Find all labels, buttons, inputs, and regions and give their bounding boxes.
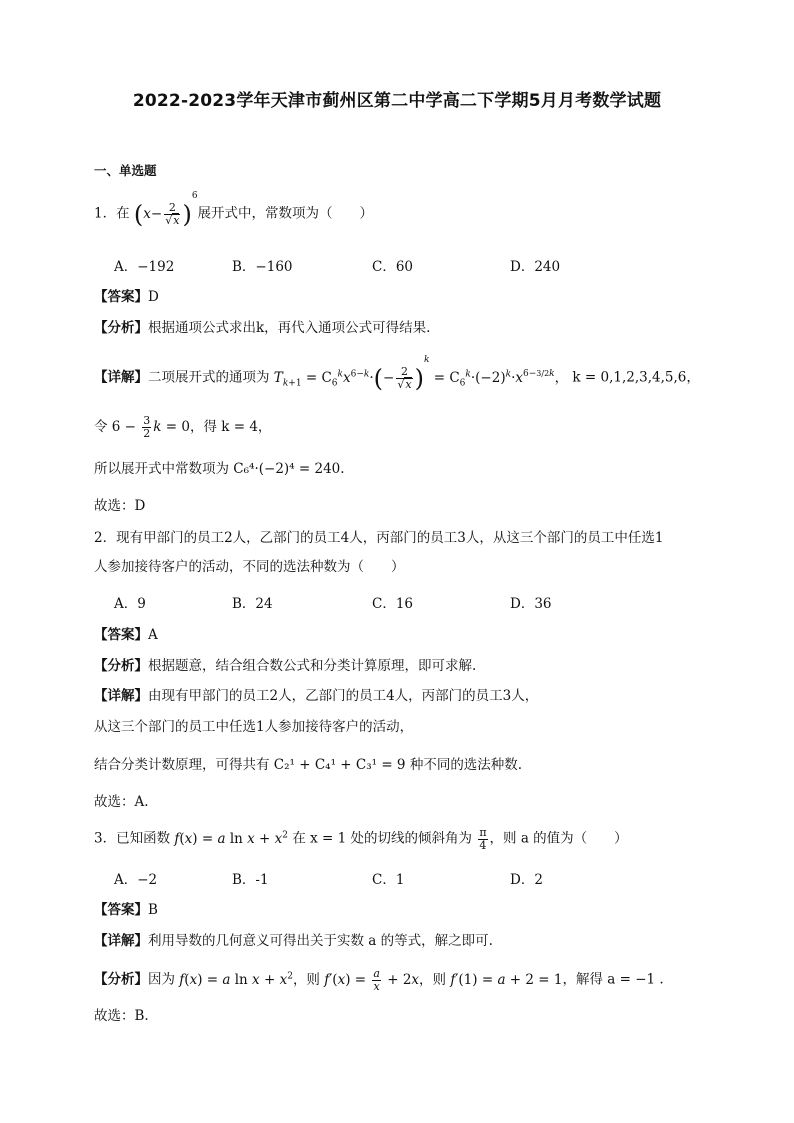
q1-answer <box>94 287 159 307</box>
q2-detail-line2: 从这三个部门的员工中任选1人参加接待客户的活动， <box>94 719 414 735</box>
q1-step2-post: ，得 k = 4， <box>189 419 272 435</box>
q1-post: 展开式中，常数项为（ ） <box>197 205 374 222</box>
q1-pre: 在 <box>116 205 130 222</box>
q1-choice: 故选：D <box>94 498 146 514</box>
page-title: 2022-2023学年天津市蓟州区第二中学高二下学期5月月考数学试题 <box>132 91 662 111</box>
q1-detail <box>94 355 700 393</box>
q2-choice: 故选：A. <box>94 794 149 810</box>
q2-option-d: D．36 <box>510 596 552 612</box>
q1-step2-pre: 令 <box>94 419 108 435</box>
q3-detail <box>94 931 493 951</box>
q2-answer-value: A <box>148 627 158 643</box>
q1-stem <box>94 191 374 228</box>
q2-detail <box>94 686 538 706</box>
q1-number: 1． <box>94 205 117 222</box>
section-heading: 一、单选题 <box>94 163 157 178</box>
q1-option-c: C．60 <box>372 259 414 275</box>
q3-analysis-pre: 因为 <box>148 971 175 988</box>
q3-mid: 在 x = 1 处的切线的倾斜角为 <box>292 830 473 847</box>
q1-step2 <box>94 415 271 440</box>
q3-analysis <box>94 966 664 993</box>
analysis-label: 【分析】 <box>94 320 148 336</box>
q2-option-a: A．9 <box>114 596 146 612</box>
q3-analysis-math: f(x) = a $\ln x + x^2$，则 f′(x) = $\frac{a}{x}$ + 2x，则 f′(1) = a + 2 = 1 <box>179 966 563 993</box>
analysis-label: 【分析】 <box>94 658 148 674</box>
q2-detail-line3: 结合分类计数原理，可得共有 C₂¹ + C₄¹ + C₃¹ = 9 种不同的选法种数. <box>94 757 523 773</box>
q1-analysis-text: 根据通项公式求出k，再代入通项公式可得结果. <box>148 320 431 336</box>
q3-stem <box>94 825 628 852</box>
q3-option-a: A．−2 <box>114 872 158 888</box>
q2-stem-line2: 人参加接待客户的活动，不同的选法种数为（ ） <box>94 559 405 575</box>
q1-detail-pre: 二项展开式的通项为 <box>148 369 270 386</box>
q2-analysis <box>94 656 476 676</box>
answer-label: 【答案】 <box>94 902 148 918</box>
q2-answer <box>94 625 158 645</box>
q3-post: ，则 a 的值为（ ） <box>489 830 628 847</box>
q3-detail-text: 利用导数的几何意义可得出关于实数 a 的等式，解之即可. <box>148 933 493 949</box>
q3-answer <box>94 900 158 920</box>
q1-option-a: A．−192 <box>114 259 175 275</box>
q3-option-c: C．1 <box>372 872 405 888</box>
q2-detail-text: 由现有甲部门的员工2人，乙部门的员工4人，丙部门的员工3人， <box>148 688 539 704</box>
q1-step2-equation: 6 − $\frac{3}{2}$ k = 0 <box>111 414 190 440</box>
q1-expression: (x− $\frac{2}{√x}$ )$^6$ <box>133 191 198 228</box>
q1-step3: 所以展开式中常数项为 C₆⁴·(−2)⁴ = 240. <box>94 461 345 477</box>
q2-option-c: C．16 <box>372 596 414 612</box>
q1-option-b: B．−160 <box>232 259 293 275</box>
q3-answer-value: B <box>148 902 158 918</box>
q1-general-term: $T_{k+1} = C_6^kx^{6-k}\cdot(-$ $\frac{2}{√x}$ )$^k = C_6^k\cdot(-2)^k\cdot x^{6-3/2k}$， <box>273 355 569 392</box>
q3-angle: $\frac{\pi}{4}$ <box>479 825 487 852</box>
q3-analysis-post: ，解得 a = −1 . <box>562 971 664 988</box>
q1-option-d: D．240 <box>510 259 561 275</box>
q3-option-d: D．2 <box>510 872 543 888</box>
detail-label: 【详解】 <box>94 369 148 386</box>
q3-function: f(x) = a $\ln x + x^2$ <box>174 830 289 847</box>
analysis-label: 【分析】 <box>94 971 148 988</box>
q2-option-b: B．24 <box>232 596 273 612</box>
detail-label: 【详解】 <box>94 688 148 704</box>
q1-answer-value: D <box>148 289 159 305</box>
q2-stem-line1: 2．现有甲部门的员工2人，乙部门的员工4人，丙部门的员工3人，从这三个部门的员工中任选1 <box>94 530 664 546</box>
detail-label: 【详解】 <box>94 933 148 949</box>
q3-option-b: B．-1 <box>232 872 269 888</box>
q1-analysis <box>94 318 430 338</box>
q2-analysis-text: 根据题意，结合组合数公式和分类计算原理，即可求解. <box>148 658 477 674</box>
answer-label: 【答案】 <box>94 289 148 305</box>
q3-choice: 故选：B. <box>94 1008 149 1024</box>
q3-pre: 3．已知函数 <box>94 830 171 847</box>
q1-detail-range: k = 0,1,2,3,4,5,6， <box>572 369 700 386</box>
answer-label: 【答案】 <box>94 627 148 643</box>
